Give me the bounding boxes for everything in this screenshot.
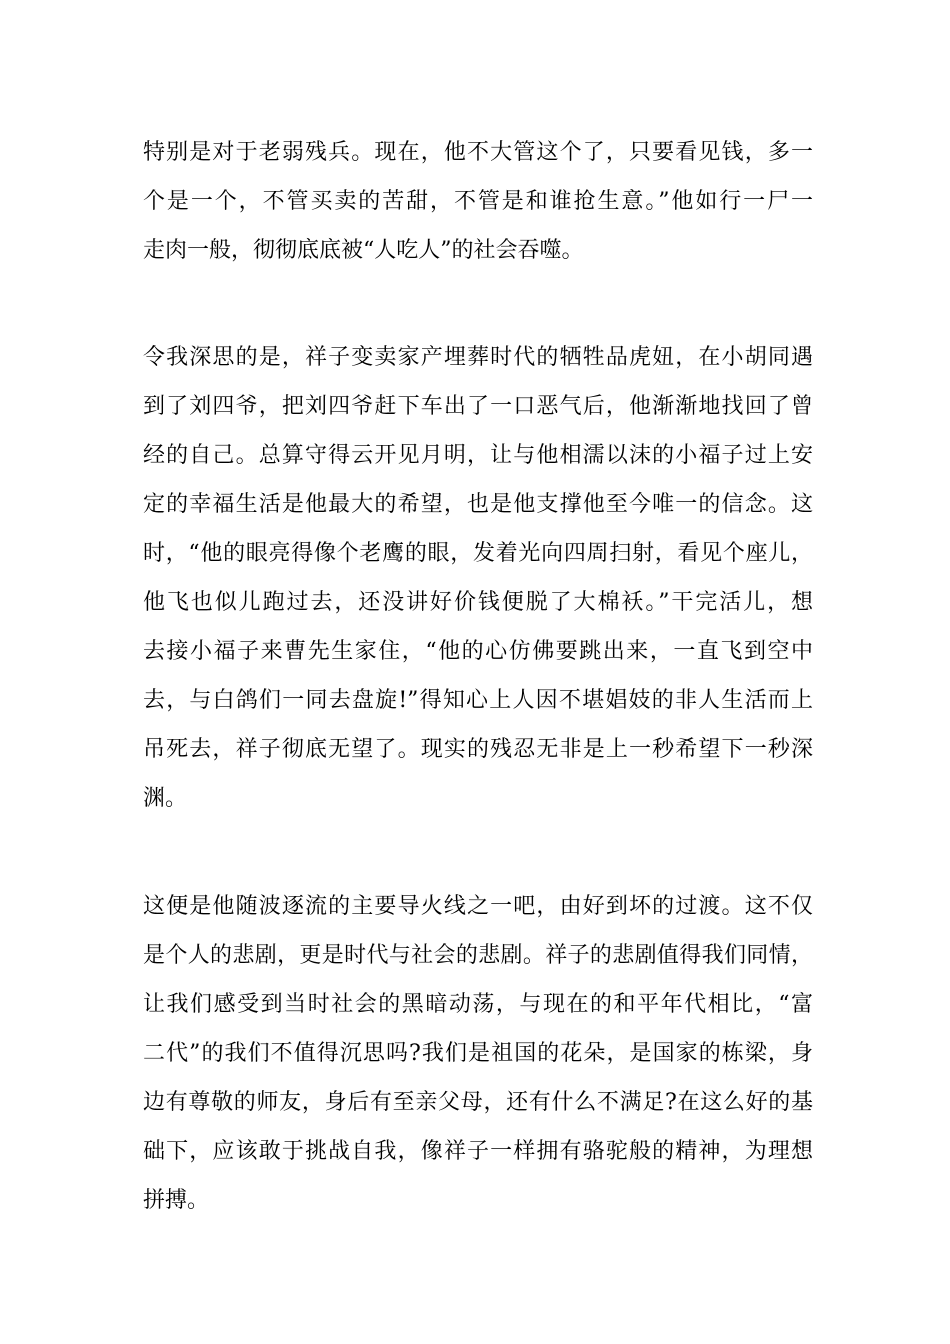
text-line: 令我深思的是，祥子变卖家产埋葬时代的牺牲品虎妞，在小胡同遇 bbox=[143, 345, 813, 370]
text-line: 是个人的悲剧，更是时代与社会的悲剧。祥子的悲剧值得我们同情， bbox=[143, 943, 813, 968]
text-line: 础下，应该敢于挑战自我，像祥子一样拥有骆驼般的精神，为理想 bbox=[143, 1139, 813, 1164]
text-line: 到了刘四爷，把刘四爷赶下车出了一口恶气后，他渐渐地找回了曾 bbox=[143, 394, 813, 419]
text-line: 这便是他随波逐流的主要导火线之一吧，由好到坏的过渡。这不仅 bbox=[143, 894, 813, 919]
text-line: 渊。 bbox=[143, 786, 188, 811]
text-line: 让我们感受到当时社会的黑暗动荡，与现在的和平年代相比，“富 bbox=[143, 992, 813, 1017]
paragraph-1 bbox=[143, 128, 813, 275]
text-line: 去接小福子来曹先生家住，“他的心仿佛要跳出来，一直飞到空中 bbox=[143, 639, 813, 664]
text-line: 经的自己。总算守得云开见月明，让与他相濡以沫的小福子过上安 bbox=[143, 443, 813, 468]
text-line: 拼搏。 bbox=[143, 1188, 210, 1213]
text-line: 定的幸福生活是他最大的希望，也是他支撑他至今唯一的信念。这 bbox=[143, 492, 813, 517]
text-line: 二代”的我们不值得沉思吗?我们是祖国的花朵，是国家的栋梁，身 bbox=[143, 1041, 813, 1066]
text-line: 吊死去，祥子彻底无望了。现实的残忍无非是上一秒希望下一秒深 bbox=[143, 737, 813, 762]
paragraph-2 bbox=[143, 333, 813, 823]
text-line: 特别是对于老弱残兵。现在，他不大管这个了，只要看见钱，多一 bbox=[143, 140, 813, 165]
text-line: 走肉一般，彻彻底底被“人吃人”的社会吞噬。 bbox=[143, 238, 584, 263]
text-line: 去，与白鸽们一同去盘旋!”得知心上人因不堪娼妓的非人生活而上 bbox=[143, 688, 813, 713]
text-line: 个是一个，不管买卖的苦甜，不管是和谁抢生意。”他如行一尸一 bbox=[143, 189, 813, 214]
text-line: 他飞也似儿跑过去，还没讲好价钱便脱了大棉袄。”干完活儿，想 bbox=[143, 590, 813, 615]
paragraph-3 bbox=[143, 882, 813, 1225]
text-line: 边有尊敬的师友，身后有至亲父母，还有什么不满足?在这么好的基 bbox=[143, 1090, 813, 1115]
text-line: 时，“他的眼亮得像个老鹰的眼，发着光向四周扫射，看见个座儿， bbox=[143, 541, 813, 566]
